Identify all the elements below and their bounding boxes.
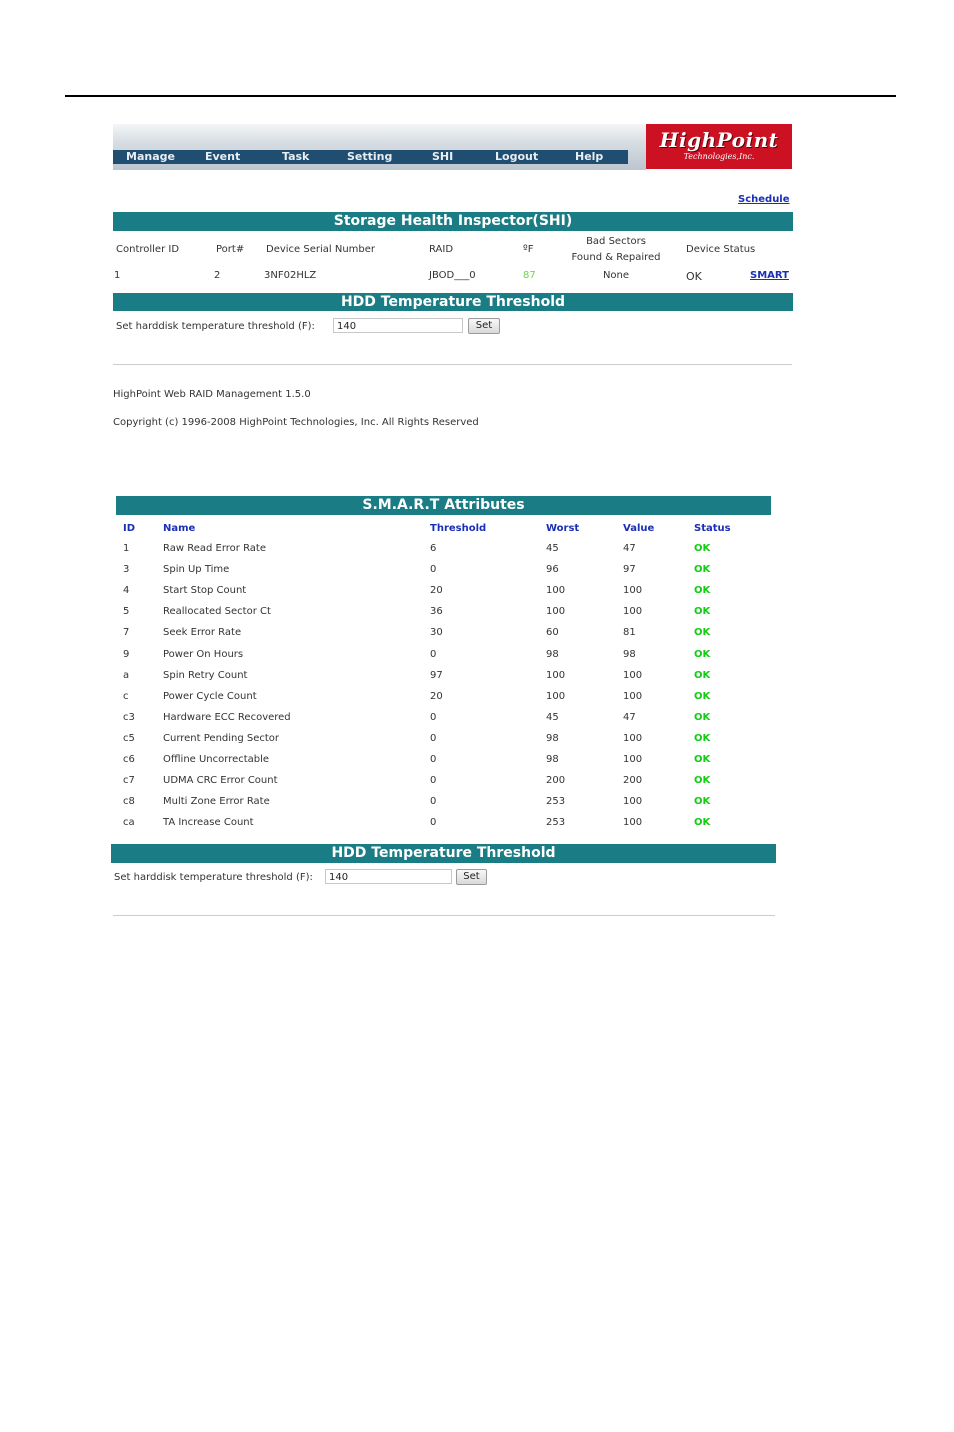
- smart-row-id: 5: [123, 606, 130, 618]
- divider-2: [113, 915, 775, 916]
- divider: [113, 364, 792, 365]
- nav-task[interactable]: Task: [282, 150, 310, 163]
- smart-row-status: OK: [694, 606, 711, 618]
- smart-row-name: UDMA CRC Error Count: [163, 775, 278, 787]
- smart-row-name: Spin Retry Count: [163, 669, 248, 681]
- smart-row-threshold: 0: [430, 648, 437, 660]
- smart-row-worst: 45: [546, 543, 559, 554]
- smart-row-worst: 45: [546, 711, 559, 723]
- header-temperature: ºF: [523, 244, 534, 255]
- smart-row-name: Power On Hours: [163, 648, 244, 660]
- header-controller-id: Controller ID: [116, 244, 180, 255]
- header-bad-sectors-2: Found & Repaired: [571, 252, 661, 263]
- threshold-input[interactable]: 140: [333, 318, 463, 333]
- header-bad-sectors-1: Bad Sectors: [586, 236, 646, 247]
- header-raid: RAID: [429, 244, 454, 255]
- smart-row-status: OK: [694, 775, 711, 787]
- smart-header-status: Status: [694, 523, 731, 534]
- smart-row-value: 100: [623, 754, 643, 765]
- row-temperature: 87: [523, 270, 536, 281]
- header-device-status: Device Status: [686, 244, 756, 255]
- shi-title-bar: Storage Health Inspector(SHI): [113, 212, 793, 231]
- smart-row-threshold: 6: [430, 543, 437, 554]
- smart-row-name: TA Increase Count: [163, 817, 254, 829]
- smart-row-value: 100: [623, 817, 643, 829]
- smart-row-id: c6: [123, 754, 135, 765]
- smart-row-threshold: 0: [430, 754, 437, 765]
- nav-logout[interactable]: Logout: [495, 150, 539, 163]
- header-serial: Device Serial Number: [266, 244, 376, 255]
- smart-row-value: 100: [623, 690, 643, 702]
- smart-row-threshold: 0: [430, 817, 437, 829]
- nav-menu-bar: [113, 150, 628, 164]
- smart-row-status: OK: [694, 543, 711, 554]
- threshold2-label: Set harddisk temperature threshold (F):: [114, 872, 313, 883]
- smart-row-worst: 100: [546, 606, 566, 618]
- smart-row-name: Start Stop Count: [163, 585, 247, 597]
- smart-header-name: Name: [163, 523, 196, 534]
- page-top-rule: [65, 95, 896, 97]
- smart-row-id: c5: [123, 732, 135, 744]
- smart-row-value: 100: [623, 585, 643, 597]
- smart-row-status: OK: [694, 754, 711, 765]
- logo-subtitle: Technologies,Inc.: [683, 152, 755, 161]
- smart-row-threshold: 30: [430, 627, 443, 639]
- threshold2-set-button[interactable]: Set: [456, 869, 487, 885]
- smart-row-id: 9: [123, 648, 130, 660]
- schedule-link[interactable]: Schedule: [738, 194, 790, 205]
- smart-row-worst: 100: [546, 585, 566, 597]
- smart-row-status: OK: [694, 732, 711, 744]
- smart-row-id: c8: [123, 796, 135, 808]
- smart-row-value: 100: [623, 732, 643, 744]
- smart-row-value: 200: [623, 775, 643, 787]
- smart-row-id: 3: [123, 564, 130, 576]
- smart-title-bar: S.M.A.R.T Attributes: [116, 496, 771, 515]
- smart-row-name: Raw Read Error Rate: [163, 543, 267, 554]
- smart-row-id: c7: [123, 775, 135, 787]
- smart-row-status: OK: [694, 585, 711, 597]
- smart-row-value: 100: [623, 796, 643, 808]
- smart-row-status: OK: [694, 817, 711, 829]
- smart-row-id: 7: [123, 627, 130, 639]
- smart-row-status: OK: [694, 648, 711, 660]
- smart-row-id: ca: [123, 817, 135, 829]
- top-navigation: [113, 124, 646, 170]
- threshold-title-bar: HDD Temperature Threshold: [113, 293, 793, 311]
- smart-row-worst: 98: [546, 754, 559, 765]
- smart-row-threshold: 0: [430, 775, 437, 787]
- smart-row-id: 1: [123, 543, 130, 554]
- threshold-label: Set harddisk temperature threshold (F):: [116, 321, 315, 332]
- smart-row-status: OK: [694, 627, 711, 639]
- nav-help[interactable]: Help: [575, 150, 604, 163]
- smart-row-value: 47: [623, 543, 636, 554]
- smart-row-worst: 96: [546, 564, 559, 576]
- smart-row-name: Power Cycle Count: [163, 690, 257, 702]
- smart-row-status: OK: [694, 796, 711, 808]
- smart-row-worst: 100: [546, 690, 566, 702]
- smart-row-status: OK: [694, 690, 711, 702]
- smart-row-id: a: [123, 669, 130, 681]
- row-device-status: OK: [686, 270, 702, 283]
- smart-row-name: Current Pending Sector: [163, 732, 280, 744]
- smart-row-status: OK: [694, 711, 711, 723]
- smart-row-worst: 100: [546, 669, 566, 681]
- row-serial: 3NF02HLZ: [264, 270, 317, 281]
- smart-row-status: OK: [694, 564, 711, 576]
- nav-setting[interactable]: Setting: [347, 150, 393, 163]
- smart-row-id: c3: [123, 711, 135, 723]
- smart-row-threshold: 0: [430, 564, 437, 576]
- highpoint-logo[interactable]: [646, 124, 792, 169]
- threshold2-input[interactable]: 140: [325, 869, 452, 884]
- smart-row-name: Offline Uncorrectable: [163, 754, 270, 765]
- smart-row-id: 4: [123, 585, 130, 597]
- nav-shi[interactable]: SHI: [432, 150, 454, 163]
- row-controller-id: 1: [114, 270, 121, 281]
- smart-row-status: OK: [694, 669, 711, 681]
- smart-row-value: 47: [623, 711, 636, 723]
- smart-row-value: 100: [623, 669, 643, 681]
- logo-title: HighPoint: [659, 128, 779, 152]
- smart-row-value: 97: [623, 564, 636, 576]
- smart-row-value: 98: [623, 648, 636, 660]
- threshold2-title-bar: HDD Temperature Threshold: [111, 844, 776, 863]
- row-port: 2: [214, 270, 221, 281]
- smart-row-threshold: 97: [430, 669, 443, 681]
- smart-row-threshold: 36: [430, 606, 443, 618]
- smart-row-name: Spin Up Time: [163, 564, 230, 576]
- smart-row-name: Hardware ECC Recovered: [163, 711, 291, 723]
- version-text: HighPoint Web RAID Management 1.5.0: [113, 389, 311, 400]
- smart-row-worst: 200: [546, 775, 566, 787]
- smart-row-worst: 253: [546, 817, 566, 829]
- header-port: Port#: [216, 244, 245, 255]
- smart-row-threshold: 0: [430, 796, 437, 808]
- smart-link[interactable]: SMART: [750, 270, 789, 281]
- nav-manage[interactable]: Manage: [126, 150, 175, 163]
- row-raid: JBOD___0: [429, 270, 476, 281]
- smart-row-worst: 253: [546, 796, 566, 808]
- nav-event[interactable]: Event: [205, 150, 241, 163]
- smart-row-name: Reallocated Sector Ct: [163, 606, 271, 618]
- smart-row-threshold: 20: [430, 690, 443, 702]
- smart-row-worst: 98: [546, 648, 559, 660]
- smart-row-threshold: 0: [430, 732, 437, 744]
- threshold-set-button[interactable]: Set: [468, 318, 500, 334]
- smart-row-value: 100: [623, 606, 643, 618]
- smart-row-worst: 60: [546, 627, 559, 639]
- smart-row-threshold: 0: [430, 711, 437, 723]
- smart-header-value: Value: [623, 523, 655, 534]
- smart-row-worst: 98: [546, 732, 559, 744]
- smart-row-threshold: 20: [430, 585, 443, 597]
- smart-row-id: c: [123, 690, 129, 702]
- copyright-text: Copyright (c) 1996-2008 HighPoint Technologies, Inc. All Rights Reserved: [113, 417, 479, 428]
- smart-row-value: 81: [623, 627, 636, 639]
- row-bad-sectors: None: [602, 270, 630, 281]
- smart-row-name: Multi Zone Error Rate: [163, 796, 270, 808]
- smart-header-worst: Worst: [546, 523, 580, 534]
- smart-header-id: ID: [123, 523, 136, 534]
- smart-header-threshold: Threshold: [430, 523, 487, 534]
- smart-row-name: Seek Error Rate: [163, 627, 242, 639]
